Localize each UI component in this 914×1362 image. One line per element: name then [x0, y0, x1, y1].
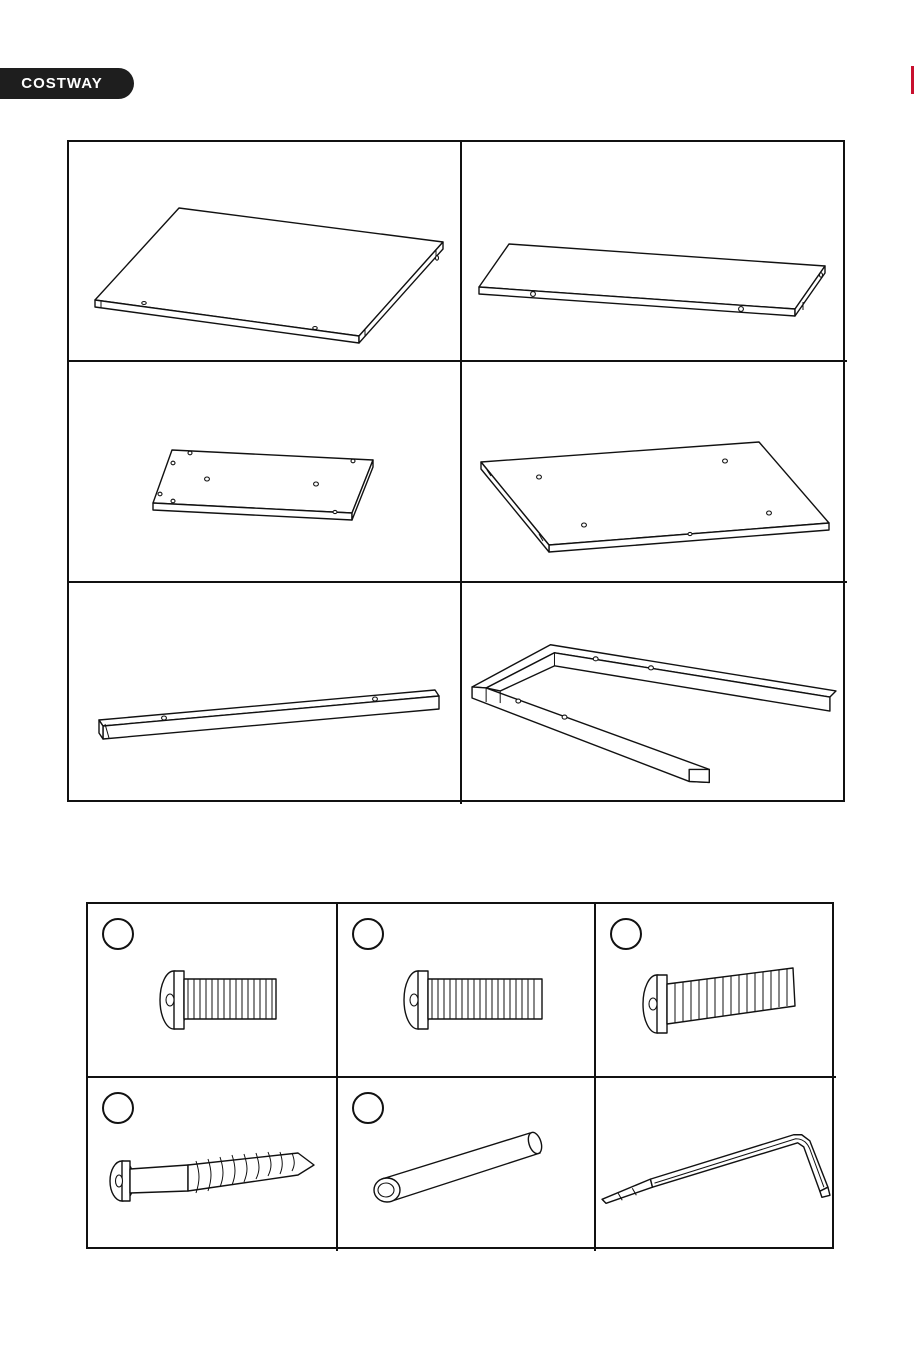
- part-shelf-board: [462, 142, 847, 362]
- part-u-frame: [462, 583, 847, 804]
- part-large-panel: [69, 142, 462, 362]
- long-bolt-illustration: [596, 904, 836, 1076]
- parts-grid: [67, 140, 845, 802]
- hardware-short-bolt: [88, 904, 338, 1078]
- straight-bar-illustration: [69, 583, 460, 804]
- dowel-illustration: [338, 1078, 594, 1251]
- hardware-grid: [86, 902, 834, 1249]
- hardware-allen-key: [596, 1078, 836, 1251]
- part-small-panel: [69, 362, 462, 583]
- brand-logo-text: COSTWAY: [21, 75, 103, 92]
- shelf-board-illustration: [462, 142, 847, 360]
- top-panel-illustration: [462, 362, 847, 581]
- u-frame-illustration: [462, 583, 847, 804]
- brand-logo: [0, 68, 134, 99]
- hardware-medium-bolt: [338, 904, 596, 1078]
- wood-screw-illustration: [88, 1078, 336, 1251]
- hardware-wood-screw: [88, 1078, 338, 1251]
- medium-bolt-illustration: [338, 904, 594, 1076]
- allen-key-illustration: [596, 1078, 836, 1251]
- small-panel-illustration: [69, 362, 460, 581]
- large-panel-illustration: [69, 142, 460, 360]
- short-bolt-illustration: [88, 904, 336, 1076]
- hardware-dowel: [338, 1078, 596, 1251]
- part-straight-bar: [69, 583, 462, 804]
- hardware-long-bolt: [596, 904, 836, 1078]
- part-top-panel: [462, 362, 847, 583]
